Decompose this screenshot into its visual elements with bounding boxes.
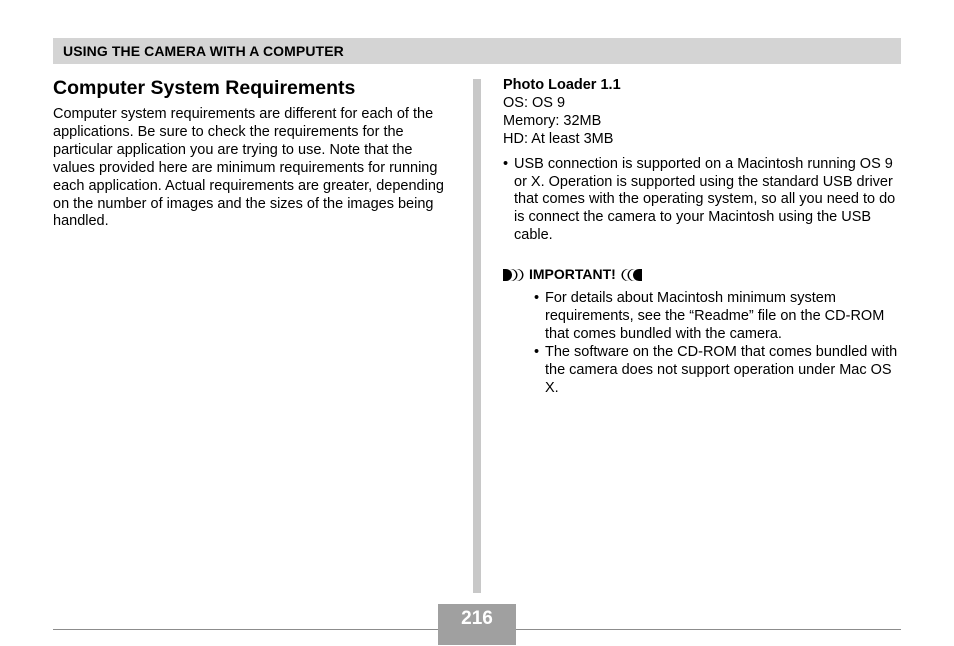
list-item [534, 290, 902, 344]
spec-memory: Memory: 32MB [503, 112, 602, 129]
intro-paragraph: Computer system requirements are different for each of the applications. Be sure to check the requirements for the particular application you are trying to use. Note that the values provided here are minimum requirements for running each application. Actual requirements are greater, depending on the number of images and the sizes of the images being handled. [53, 106, 444, 230]
section-header-bar [53, 38, 901, 64]
bullet-marker: • [503, 155, 509, 172]
list-item [534, 344, 902, 398]
list-item [503, 156, 908, 246]
important-item-text: For details about Macintosh minimum system requirements, see the “Readme” file on the CD-ROM that comes bundled with the camera. [545, 290, 885, 342]
important-label: IMPORTANT! [529, 266, 616, 283]
bullet-text: USB connection is supported on a Macintosh running OS 9 or X. Operation is supported using the standard USB driver that comes with the operating system, so all you need to do is connect the camera to your Macintosh using the USB cable. [514, 155, 896, 244]
spec-os: OS: OS 9 [503, 94, 566, 111]
page-number: 216 [461, 608, 493, 629]
important-item-text: The software on the CD-ROM that comes bundled with the camera does not support operation under Mac OS X. [545, 343, 898, 396]
bullet-marker: • [534, 343, 540, 360]
column-divider [473, 79, 481, 593]
bullet-list [503, 156, 908, 246]
important-heading [503, 266, 908, 284]
spec-hd: HD: At least 3MB [503, 130, 614, 147]
important-marks-right-icon [621, 269, 642, 281]
bullet-marker: • [534, 290, 540, 307]
right-column [503, 77, 908, 398]
important-list [503, 290, 902, 397]
page-number-badge [438, 604, 516, 645]
page-title: Computer System Requirements [53, 77, 356, 99]
important-marks-left-icon [503, 269, 524, 281]
section-header-title: USING THE CAMERA WITH A COMPUTER [63, 43, 344, 59]
product-title: Photo Loader 1.1 [503, 77, 621, 93]
left-column [53, 76, 458, 231]
